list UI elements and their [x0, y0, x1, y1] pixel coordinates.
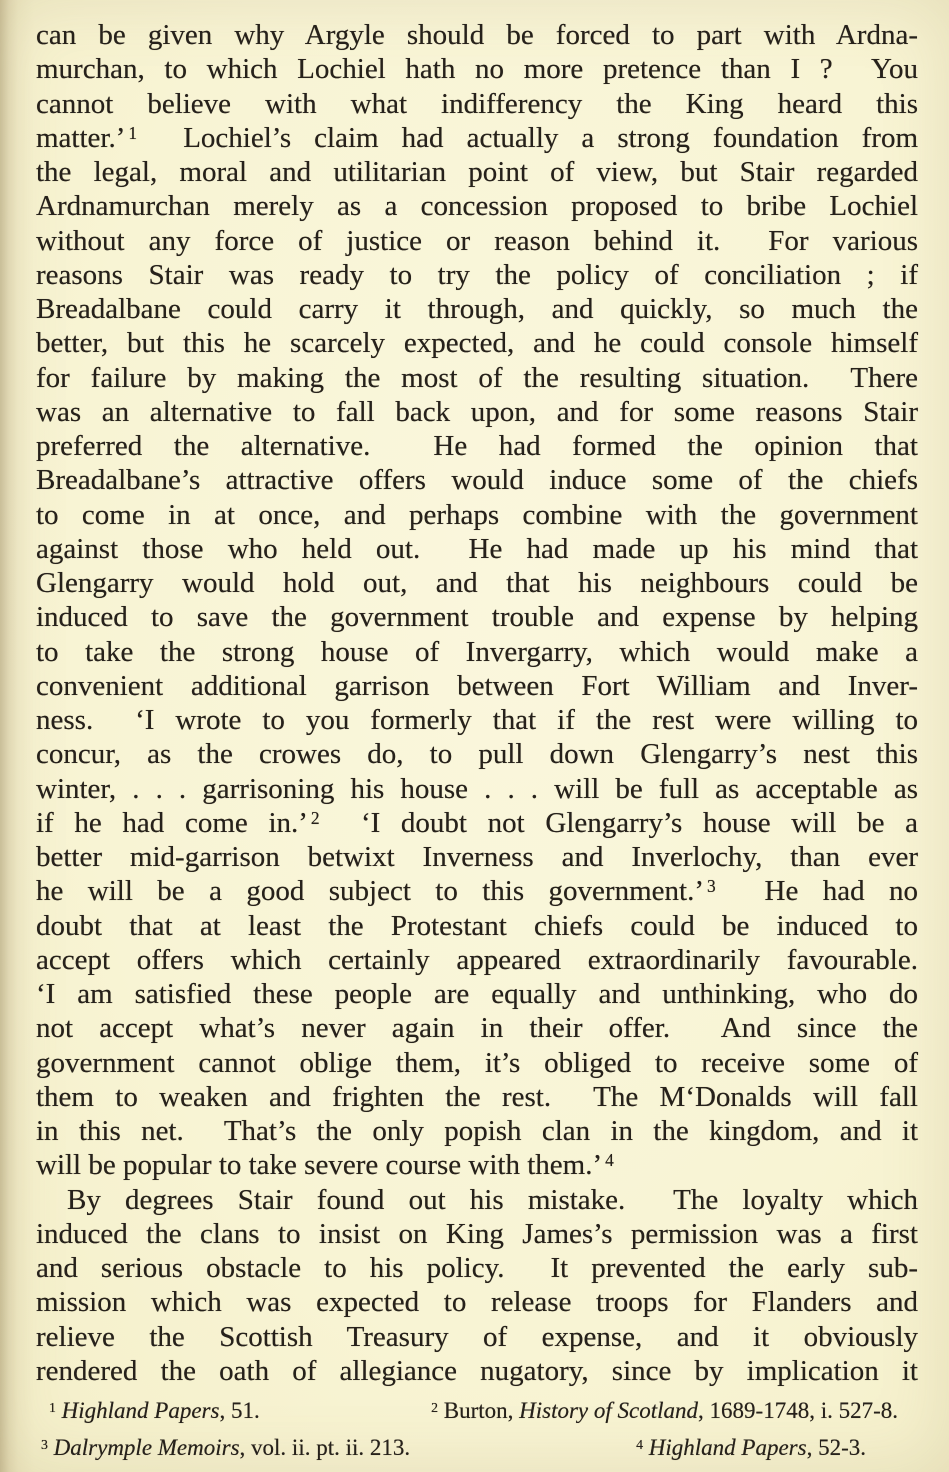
footnote: $^1$ Highland Papers, 51. — [49, 1398, 260, 1423]
text-line: Breadalbane’s attractive offers would induce some of the chiefs — [36, 464, 918, 497]
text-line: mission which was expected to release troops for Flanders and — [36, 1286, 918, 1319]
footnote-row — [36, 1392, 918, 1429]
text-line: if he had come in.’ $^2$ ‘I doubt not Glengarry’s house will be a — [36, 806, 918, 839]
footnotes — [36, 1392, 918, 1466]
text-line: can be given why Argyle should be forced to part with Ardna- — [36, 19, 918, 51]
text-line: them to weaken and frighten the rest. The M‘Donalds will fall — [36, 1080, 918, 1113]
text-line: to come in at once, and perhaps combine with the government — [36, 498, 918, 531]
text-line: concur, as the crowes do, to pull down Glengarry’s nest this — [36, 738, 918, 771]
text-line: matter.’ $^1$ Lochiel’s claim had actually a strong foundation from — [36, 121, 918, 154]
text-line: induced to save the government trouble and expense by helping — [36, 601, 918, 634]
text-line: the legal, moral and utilitarian point of view, but Stair regarded — [36, 156, 918, 188]
text-line: not accept what’s never again in their offer. And since the — [36, 1012, 918, 1045]
text-line: reasons Stair was ready to try the policy of conciliation ; if — [36, 258, 918, 291]
footnote: $^3$ Dalrymple Memoirs, vol. ii. pt. ii. 213. — [41, 1435, 411, 1460]
text-line: accept offers which certainly appeared extraordinarily favourable. — [36, 943, 918, 976]
text-line: better, but this he scarcely expected, and he could console himself — [36, 327, 918, 360]
text-line: murchan, to which Lochiel hath no more pretence than I ? You — [36, 53, 918, 86]
text-line: was an alternative to fall back upon, and for some reasons Stair — [36, 395, 918, 428]
text-line: relieve the Scottish Treasury of expense, and it obviously — [36, 1320, 918, 1353]
text-line: ‘I am satisfied these people are equally and unthinking, who do — [36, 978, 918, 1010]
text-line: Breadalbane could carry it through, and quickly, so much the — [36, 293, 918, 325]
footnote: $^4$ Highland Papers, 52-3. — [636, 1435, 866, 1460]
text-line: induced the clans to insist on King James’s permission was a first — [36, 1217, 918, 1250]
text-line: winter, . . . garrisoning his house . . . will be full as acceptable as — [36, 772, 918, 805]
text-line: to take the strong house of Invergarry, which would make a — [36, 635, 918, 668]
text-line: against those who held out. He had made up his mind that — [36, 532, 918, 565]
text-line: he will be a good subject to this government.’ $^3$ He had no — [36, 875, 918, 908]
body-paragraphs — [36, 18, 918, 1388]
text-line: rendered the oath of allegiance nugatory, since by implication it — [36, 1354, 918, 1387]
text-line: Ardnamurchan merely as a concession proposed to bribe Lochiel — [36, 190, 918, 223]
text-line: for failure by making the most of the resulting situation. There — [36, 361, 918, 394]
text-line: doubt that at least the Protestant chiefs could be induced to — [36, 909, 918, 942]
text-line: preferred the alternative. He had formed the opinion that — [36, 430, 918, 462]
text-line: will be popular to take severe course with them.’ $^4$ — [36, 1149, 614, 1182]
footnote-row — [36, 1429, 918, 1466]
text-line: By degrees Stair found out his mistake. The loyalty which — [67, 1183, 918, 1216]
text-line: in this net. That’s the only popish clan in the kingdom, and it — [36, 1115, 918, 1147]
text-line: ness. ‘I wrote to you formerly that if the rest were willing to — [36, 704, 918, 736]
scan-gutter-shadow — [0, 0, 34, 1472]
text-line: convenient additional garrison between Fort William and Inver- — [36, 669, 918, 702]
text-line: government cannot oblige them, it’s obliged to receive some of — [36, 1046, 918, 1079]
page-text — [36, 18, 918, 1466]
text-line: Glengarry would hold out, and that his neighbours could be — [36, 567, 918, 599]
text-line: cannot believe with what indifferency the King heard this — [36, 87, 918, 120]
text-line: and serious obstacle to his policy. It prevented the early sub- — [36, 1252, 918, 1284]
footnote: $^2$ Burton, History of Scotland, 1689-1748, i. 527-8. — [431, 1398, 898, 1423]
text-line: better mid-garrison betwixt Inverness and Inverlochy, than ever — [36, 841, 918, 873]
text-line: without any force of justice or reason behind it. For various — [36, 224, 918, 257]
